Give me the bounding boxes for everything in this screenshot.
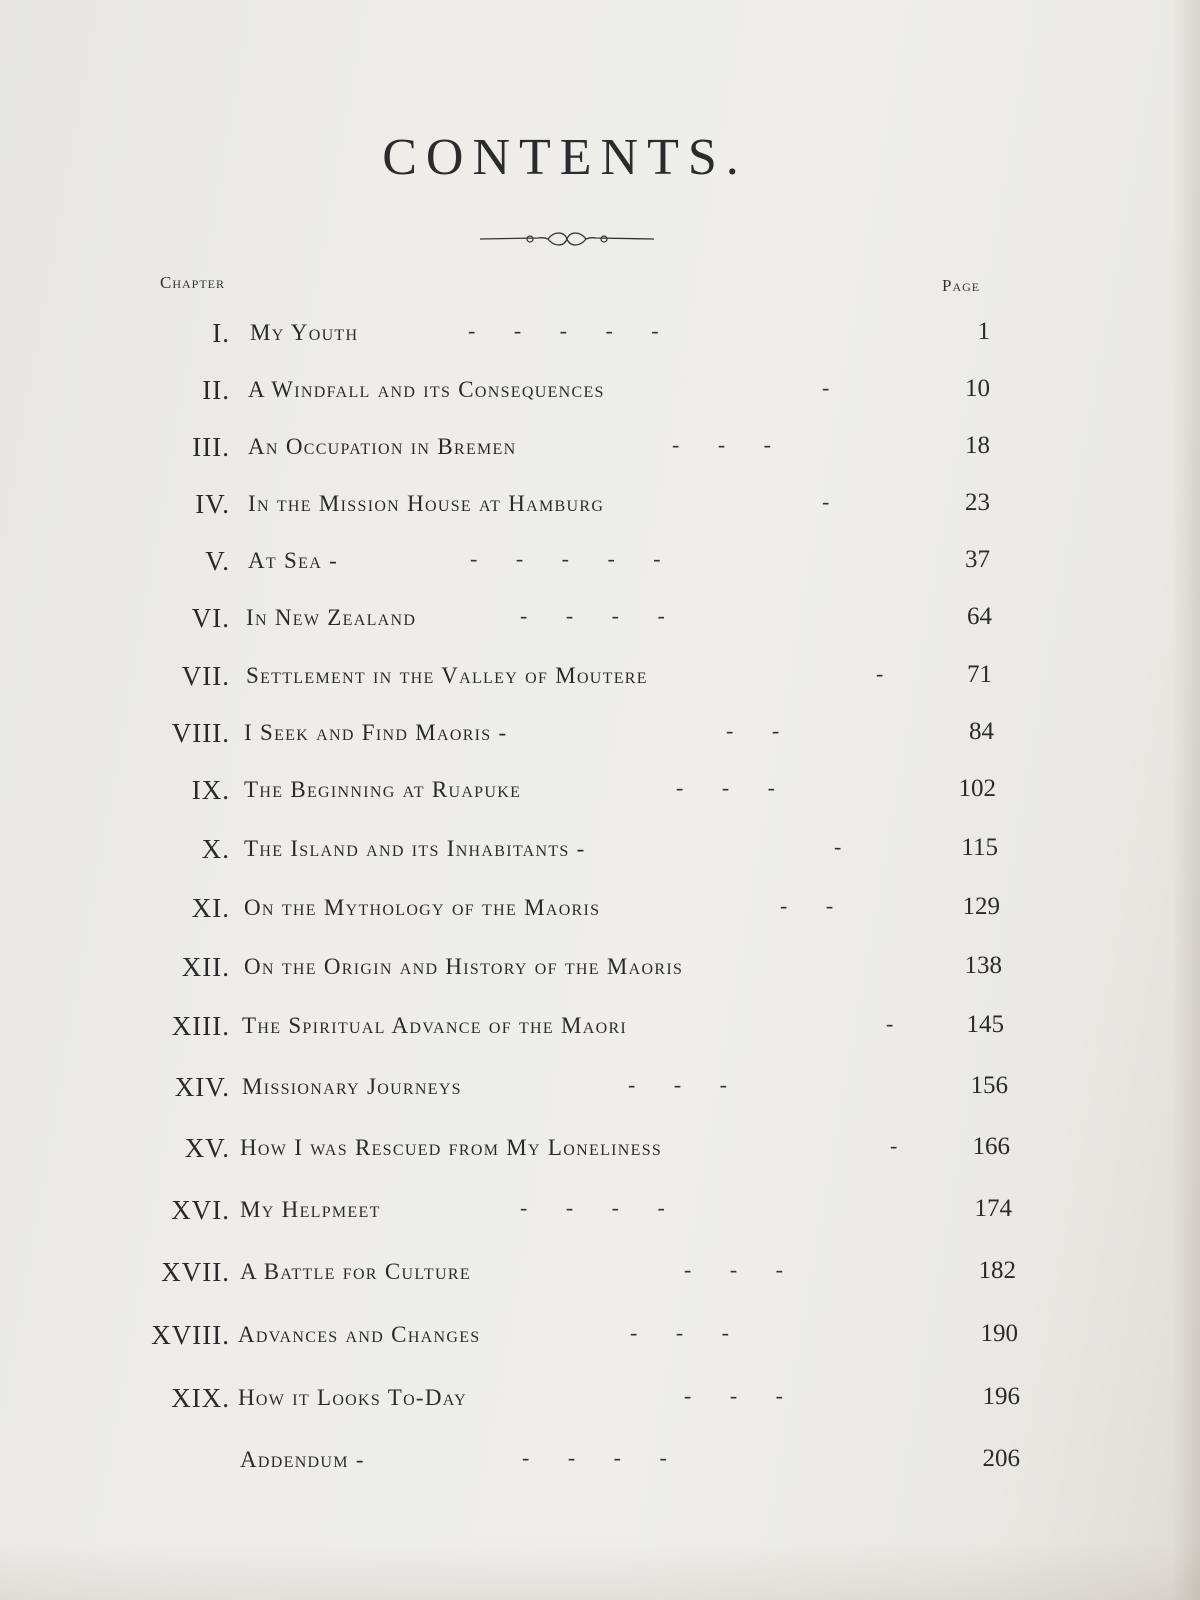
dot-leaders: - xyxy=(822,489,830,514)
page-number: 37 xyxy=(965,546,990,573)
chapter-numeral: XII. xyxy=(181,952,230,982)
toc-entry xyxy=(0,1257,1200,1297)
page-number: 1 xyxy=(977,318,990,345)
dot-leaders: - - - xyxy=(684,1383,783,1408)
dot-leaders: - - - xyxy=(630,1320,729,1345)
chapter-numeral: II. xyxy=(202,375,230,405)
page-number: 196 xyxy=(982,1383,1020,1410)
page-number: 174 xyxy=(974,1195,1012,1222)
chapter-title: Settlement in the Valley of Moutere xyxy=(246,663,648,688)
chapter-numeral: VI. xyxy=(191,603,230,633)
chapter-title: How it Looks To-Day xyxy=(238,1385,468,1410)
page-number: 84 xyxy=(969,718,994,745)
toc-entry xyxy=(0,546,1200,586)
chapter-column-header: Chapter xyxy=(160,273,226,292)
toc-entry xyxy=(0,1445,1200,1485)
dot-leaders: - - - xyxy=(628,1072,727,1097)
chapter-title: A Windfall and its Consequences xyxy=(248,377,605,402)
page-number: 23 xyxy=(965,489,990,516)
toc-entry xyxy=(0,375,1200,415)
chapter-title: How I was Rescued from My Loneliness xyxy=(240,1135,663,1160)
page-number: 156 xyxy=(970,1072,1008,1099)
dot-leaders: - xyxy=(822,375,830,400)
chapter-title: The Spiritual Advance of the Maori xyxy=(242,1013,628,1038)
dot-leaders: - - - - xyxy=(522,1445,667,1470)
page-column-header: Page xyxy=(942,276,981,295)
chapter-numeral: IX. xyxy=(191,775,230,805)
page-number: 129 xyxy=(962,893,1000,920)
page-number: 115 xyxy=(961,834,998,861)
chapter-numeral: III. xyxy=(192,432,230,462)
toc-entry xyxy=(0,603,1200,643)
page-number: 138 xyxy=(964,952,1002,979)
chapter-numeral: XVI. xyxy=(171,1195,230,1225)
toc-entry xyxy=(0,718,1200,758)
chapter-title: Addendum - xyxy=(240,1447,365,1472)
chapter-numeral: XI. xyxy=(191,893,230,923)
dot-leaders: - xyxy=(876,661,884,686)
chapter-title: An Occupation in Bremen xyxy=(248,434,517,459)
dot-leaders: - xyxy=(890,1133,898,1158)
chapter-title: I Seek and Find Maoris - xyxy=(244,720,508,745)
chapter-title: In New Zealand xyxy=(246,605,417,630)
chapter-title: On the Origin and History of the Maoris xyxy=(244,954,684,979)
dot-leaders: - - - xyxy=(676,775,775,800)
dot-leaders: - xyxy=(886,1011,894,1036)
page-number: 102 xyxy=(958,775,996,802)
chapter-title: Missionary Journeys xyxy=(242,1074,462,1099)
toc-entry xyxy=(0,661,1200,701)
chapter-numeral: I. xyxy=(212,318,230,348)
toc-entry xyxy=(0,432,1200,472)
chapter-title: In the Mission House at Hamburg xyxy=(248,491,605,516)
toc-entry xyxy=(0,1320,1200,1360)
chapter-numeral: XVIII. xyxy=(151,1320,230,1350)
ornament-divider-icon xyxy=(478,228,656,250)
dot-leaders: - - - - xyxy=(520,603,665,628)
toc-entry xyxy=(0,1133,1200,1173)
page-number: 64 xyxy=(967,603,992,630)
chapter-numeral: V. xyxy=(205,546,230,576)
chapter-numeral: XVII. xyxy=(161,1257,230,1287)
chapter-numeral: XIX. xyxy=(171,1383,230,1413)
dot-leaders: - - xyxy=(726,718,780,743)
toc-entry xyxy=(0,893,1200,933)
page-number: 145 xyxy=(966,1011,1004,1038)
dot-leaders: - xyxy=(834,834,842,859)
chapter-numeral: VII. xyxy=(181,661,230,691)
toc-entry xyxy=(0,318,1200,358)
page-title: CONTENTS. xyxy=(382,129,748,186)
chapter-title: At Sea - xyxy=(248,548,339,573)
toc-entry xyxy=(0,1072,1200,1112)
chapter-title: Advances and Changes xyxy=(238,1322,481,1347)
page-number: 190 xyxy=(980,1320,1018,1347)
dot-leaders: - - xyxy=(780,893,834,918)
dot-leaders: - - - - xyxy=(520,1195,665,1220)
page-number: 18 xyxy=(965,432,990,459)
toc-entry xyxy=(0,1011,1200,1051)
toc-entry xyxy=(0,489,1200,529)
chapter-title: On the Mythology of the Maoris xyxy=(244,895,601,920)
dot-leaders: - - - - - xyxy=(468,318,659,343)
page-number: 10 xyxy=(965,375,990,402)
toc-entry xyxy=(0,1383,1200,1423)
chapter-numeral: XIII. xyxy=(171,1011,230,1041)
page-bottom-shadow xyxy=(0,1540,1200,1600)
dot-leaders: - - - xyxy=(672,432,771,457)
page-number: 206 xyxy=(982,1445,1020,1472)
toc-entry xyxy=(0,952,1200,992)
chapter-title: My Youth xyxy=(250,320,359,345)
page-number: 182 xyxy=(978,1257,1016,1284)
toc-entry xyxy=(0,775,1200,815)
chapter-title: My Helpmeet xyxy=(240,1197,381,1222)
chapter-numeral: XV. xyxy=(184,1133,230,1163)
chapter-numeral: XIV. xyxy=(174,1072,230,1102)
page-number: 71 xyxy=(967,661,992,688)
toc-entry xyxy=(0,1195,1200,1235)
page-number: 166 xyxy=(972,1133,1010,1160)
chapter-numeral: IV. xyxy=(195,489,230,519)
chapter-title: The Beginning at Ruapuke xyxy=(244,777,522,802)
dot-leaders: - - - - - xyxy=(470,546,661,571)
chapter-numeral: VIII. xyxy=(171,718,230,748)
dot-leaders: - - - xyxy=(684,1257,783,1282)
chapter-title: The Island and its Inhabitants - xyxy=(244,836,586,861)
toc-entry xyxy=(0,834,1200,874)
chapter-title: A Battle for Culture xyxy=(240,1259,471,1284)
chapter-numeral: X. xyxy=(201,834,230,864)
